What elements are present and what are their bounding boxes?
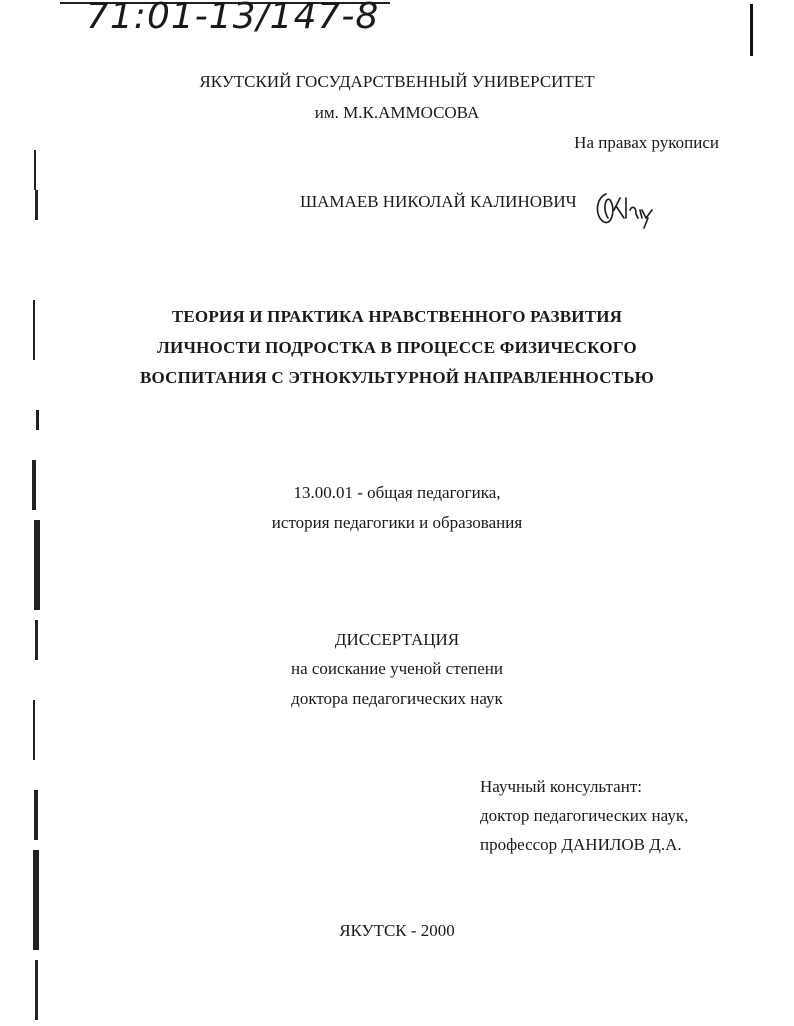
rights-note: На правах рукописи — [574, 133, 719, 152]
dissertation-line-1: на соискание ученой степени — [290, 659, 504, 678]
consultant-name: профессор ДАНИЛОВ Д.А. — [480, 835, 682, 854]
title-line-1: ТЕОРИЯ И ПРАКТИКА НРАВСТВЕННОГО РАЗВИТИЯ — [171, 307, 623, 326]
university-name: ЯКУТСКИЙ ГОСУДАРСТВЕННЫЙ УНИВЕРСИТЕТ — [199, 72, 595, 91]
registration-code: 71:01-13/147-8 — [86, 0, 380, 37]
city-year: ЯКУТСК - 2000 — [339, 921, 455, 940]
title-line-2: ЛИЧНОСТИ ПОДРОСТКА В ПРОЦЕССЕ ФИЗИЧЕСКОГО — [157, 338, 637, 357]
dissertation-line-2: доктора педагогических наук — [291, 689, 503, 708]
dissertation-heading: ДИССЕРТАЦИЯ — [334, 630, 460, 649]
author-name: ШАМАЕВ НИКОЛАЙ КАЛИНОВИЧ — [300, 192, 577, 211]
title-line-3: ВОСПИТАНИЯ С ЭТНОКУЛЬТУРНОЙ НАПРАВЛЕННОСТЬЮ — [139, 368, 654, 387]
scan-edge-mark — [750, 4, 753, 56]
university-named-after: им. М.К.АММОСОВА — [314, 103, 480, 122]
specialty-line-2: история педагогики и образования — [271, 513, 523, 532]
author-signature — [592, 188, 672, 230]
consultant-label: Научный консультант: — [480, 777, 642, 796]
specialty-line-1: 13.00.01 - общая педагогика, — [293, 483, 501, 502]
consultant-degree: доктор педагогических наук, — [480, 806, 689, 825]
